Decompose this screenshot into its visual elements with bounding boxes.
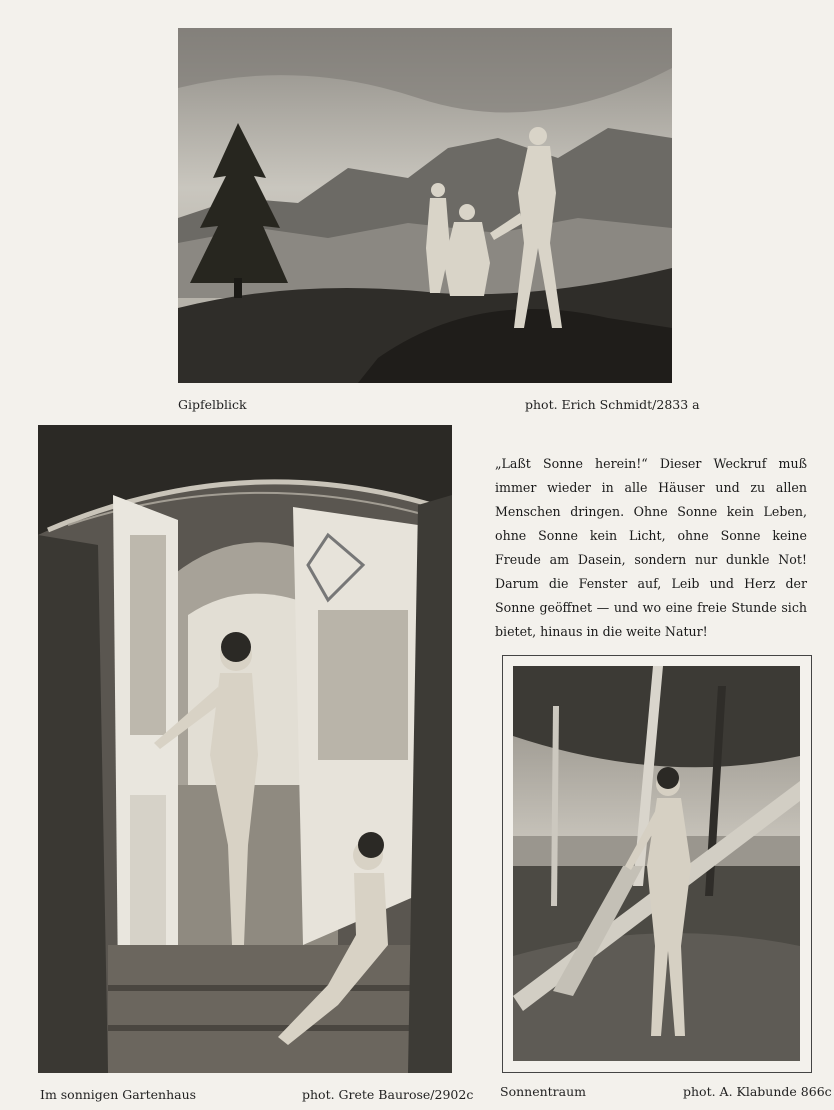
photo-gartenhaus [38,425,452,1073]
article-text: „Laßt Sonne herein!“ Dieser Weckruf muß immer wieder in alle Häuser und zu allen Menschen dringen. Ohne Sonne kein Leben, ohne Sonne kein Licht, ohne Sonne keine Freude am Dasein, sondern nur dunkle Not! Darum die Fenster auf, Leib und Herz der Sonne geöffnet — und wo eine freie Stunde sich bietet, hinaus in die weite Natur! [495,456,807,639]
caption-gartenhaus-title: Im sonnigen Gartenhaus [40,1087,197,1102]
caption-gartenhaus-credit: phot. Grete Baurose/2902c [302,1087,474,1102]
caption-sonnentraum-title: Sonnentraum [500,1084,586,1099]
caption-sonnentraum-credit: phot. A. Klabunde 866c [683,1084,832,1099]
photo-frame-sonnentraum [502,655,812,1073]
photo-sonnentraum [513,666,800,1061]
caption-gipfelblick-title: Gipfelblick [178,397,247,412]
photo-gipfelblick [178,28,672,383]
photo-sonnentraum-image [513,666,800,1061]
photo-gipfelblick-image [178,28,672,383]
photo-gartenhaus-image [38,425,452,1073]
caption-gipfelblick-credit: phot. Erich Schmidt/2833 a [525,397,700,412]
